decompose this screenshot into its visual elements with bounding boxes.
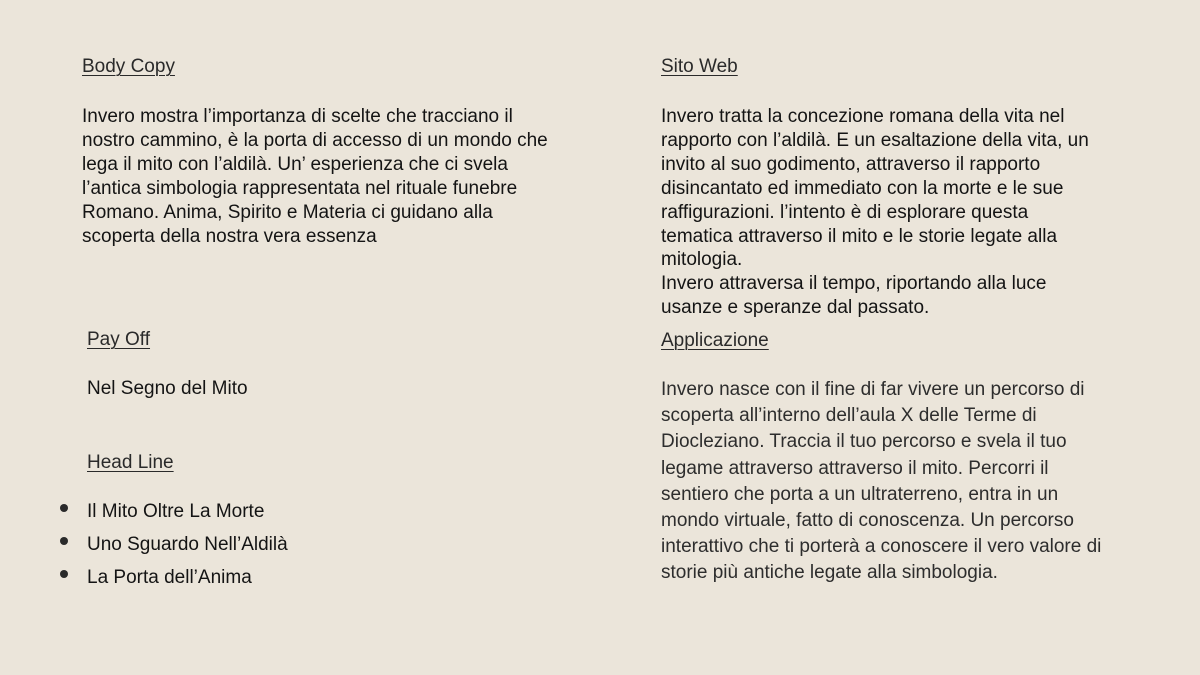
applicazione-text: Invero nasce con il fine di far vivere un percorso di scoperta all’interno dell’aula X delle Terme di Diocleziano. Traccia il tuo percorso e svela il tuo legame attraverso attraverso il mito. Percorri il sentiero che porta a un ultraterreno, entra in un mondo virtuale, fatto di conoscenza. Un percorso interattivo che ti porterà a conoscere il vero valore di storie più antiche legate alla simbologia.	[661, 379, 1102, 584]
pay-off-heading: Pay Off	[87, 329, 151, 350]
bullet-icon	[60, 537, 68, 545]
body-copy-text: Invero mostra l’importanza di scelte che tracciano il nostro cammino, è la porta di accesso di un mondo che lega il mito con l’aldilà. Un’ esperienza che ci svela l’antica simbologia rappresentata nel rituale funebre Romano. Anima, Spirito e Materia ci guidano alla scoperta della nostra vera essenza	[82, 106, 548, 247]
sito-web-heading: Sito Web	[661, 56, 738, 77]
sito-web-text: Invero tratta la concezione romana della vita nel rapporto con l’aldilà. E un esaltazione della vita, un invito al suo godimento, attraverso il rapporto disincantato ed immediato con la morte e le sue raffigurazioni. l’intento è di esplorare questa tematica attraverso il mito e le storie legate alla mitologia. Invero attraversa il tempo, riportando alla luce usanze e speranze dal passato.	[661, 106, 1089, 319]
list-item-label: Il Mito Oltre La Morte	[87, 501, 265, 522]
bullet-icon	[60, 504, 68, 512]
body-copy-heading: Body Copy	[82, 56, 175, 77]
pay-off-text: Nel Segno del Mito	[87, 378, 248, 399]
list-item-label: Uno Sguardo Nell’Aldilà	[87, 534, 288, 555]
list-item-label: La Porta dell’Anima	[87, 567, 252, 588]
bullet-icon	[60, 570, 68, 578]
head-line-heading: Head Line	[87, 452, 174, 473]
applicazione-heading: Applicazione	[661, 330, 769, 351]
